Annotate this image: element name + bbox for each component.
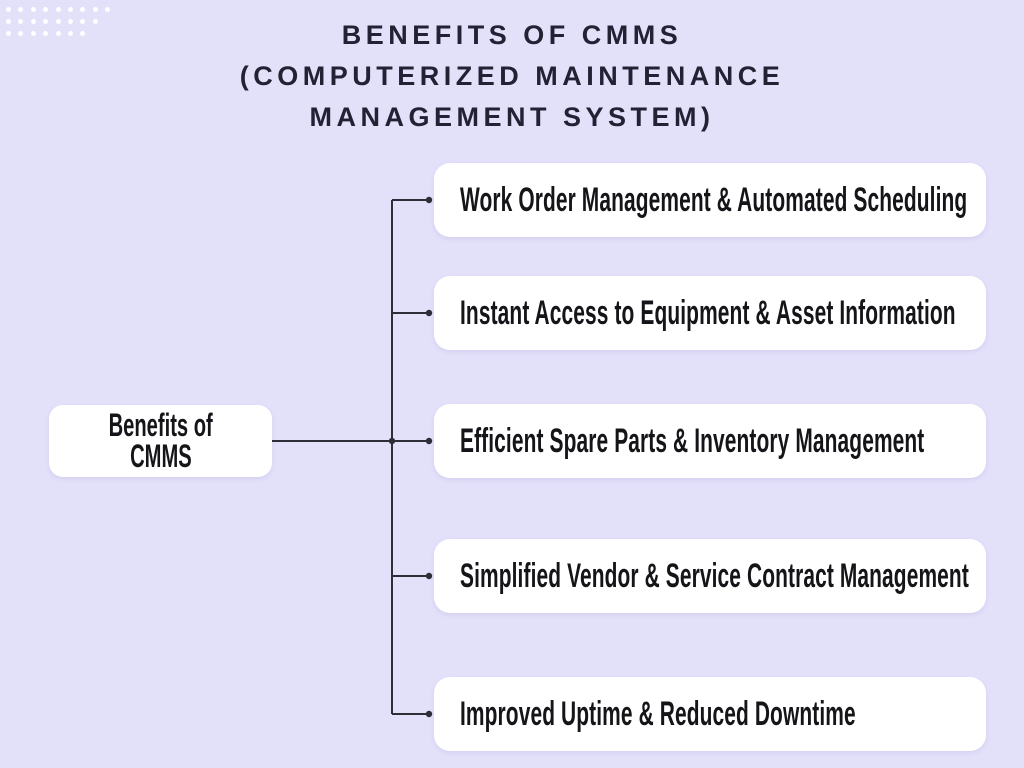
root-node-label-line-1: Benefits of [108,407,213,443]
benefit-label-5: Improved Uptime & Reduced Downtime [460,694,856,733]
decoration-dot [93,7,98,12]
benefit-label-2: Instant Access to Equipment & Asset Information [460,293,956,332]
decoration-dot [43,7,48,12]
decoration-dot [31,7,36,12]
title-line-1: BENEFITS OF CMMS [341,20,683,50]
junction-dot [389,438,395,444]
decoration-dot [56,7,61,12]
benefit-card-1 [434,163,986,237]
title-line-2: (COMPUTERIZED MAINTENANCE [239,61,785,91]
benefit-card-2 [434,276,986,350]
decoration-dot [80,7,85,12]
benefit-card-5 [434,677,986,751]
benefit-card-4 [434,539,986,613]
title-line-3: MANAGEMENT SYSTEM) [309,102,715,132]
benefit-label-4: Simplified Vendor & Service Contract Management [460,556,969,595]
root-node-label-line-2: CMMS [129,438,192,474]
branch-endpoint-dot [426,197,432,203]
benefit-label-1: Work Order Management & Automated Scheduling [460,180,968,219]
root-node [49,405,272,477]
decoration-dot [68,7,73,12]
page-title [0,15,1024,138]
decoration-dot [18,7,23,12]
branch-endpoint-dot [426,711,432,717]
branch-endpoint-dot [426,310,432,316]
branch-endpoint-dot [426,438,432,444]
decoration-dot [6,7,11,12]
benefit-label-3: Efficient Spare Parts & Inventory Management [460,421,925,460]
branch-endpoint-dot [426,573,432,579]
benefit-card-3 [434,404,986,478]
decoration-dot [105,7,110,12]
